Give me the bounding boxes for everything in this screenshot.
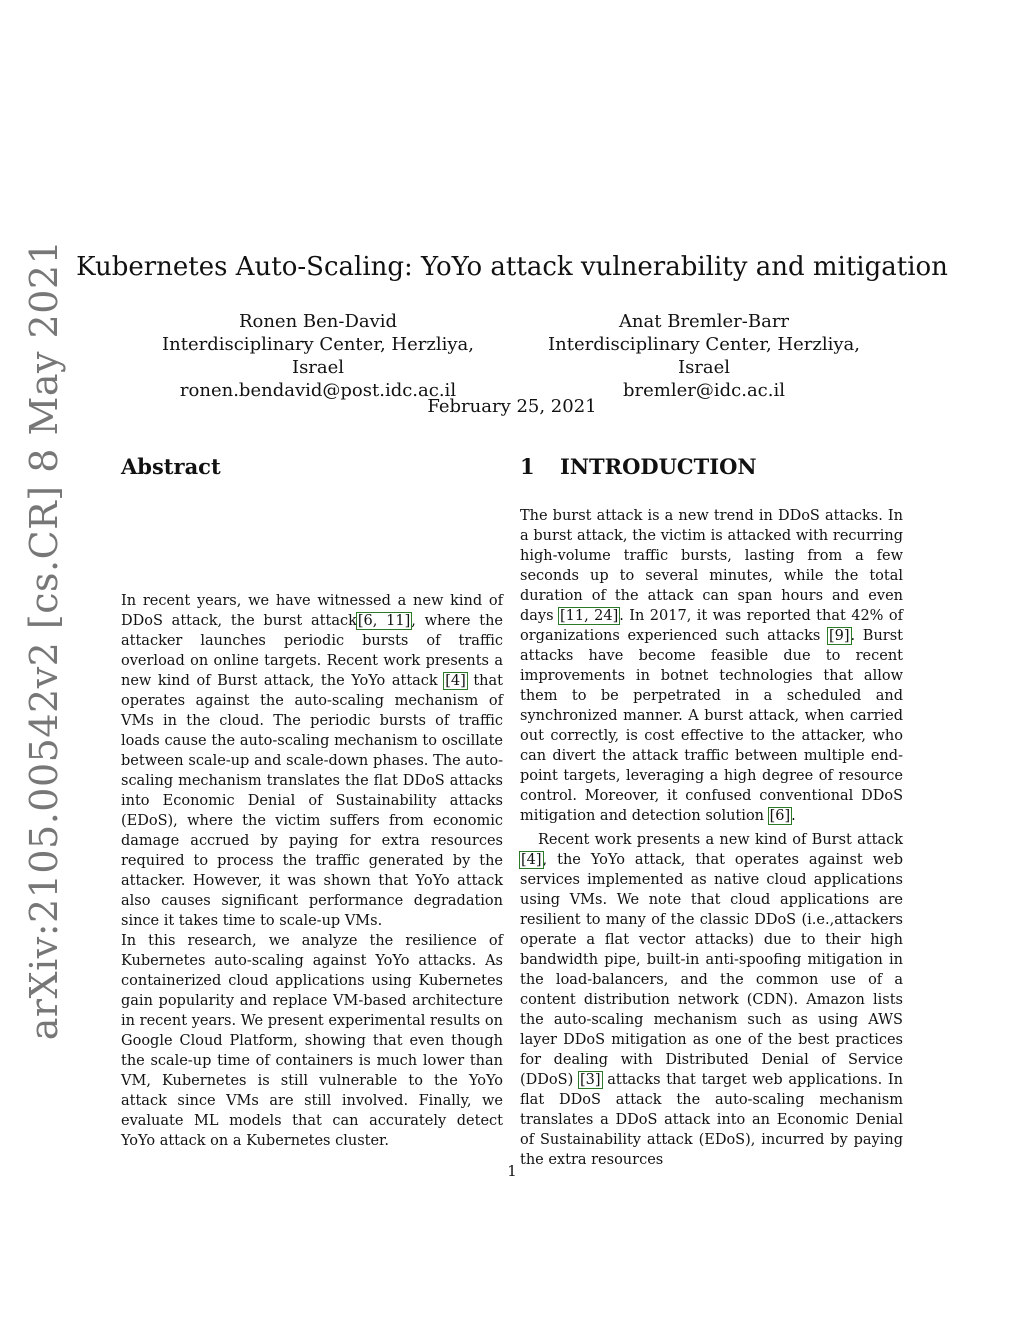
author-email: ronen.bendavid@post.idc.ac.il xyxy=(179,380,457,401)
citation-link[interactable]: [6] xyxy=(769,808,791,824)
text-run: In recent years, we have witnessed a new kind of DDoS attack, the burst attack xyxy=(121,593,503,629)
author-name: Anat Bremler-Barr xyxy=(618,311,790,332)
section-number: 1 xyxy=(520,454,535,479)
citation-link[interactable]: [4] xyxy=(521,852,542,868)
abstract-heading: Abstract xyxy=(121,454,221,479)
abstract-body xyxy=(121,591,503,1151)
author-block-1 xyxy=(138,310,498,402)
text-run: , where the attacker launches periodic bursts of traffic overload on online targets. Recent work presents a new kind of Burst attack, the YoYo attack xyxy=(121,613,503,689)
author-affiliation: Interdisciplinary Center, Herzliya, Israel xyxy=(548,334,860,378)
text-run: that operates against the auto-scaling mechanism of VMs in the cloud. The periodic bursts of traffic loads cause the auto-scaling mechanism to oscillate between scale-up and scale-down phases. The auto-scaling mechanism translates the flat DDoS attacks into Economic Denial of Sustainability attacks (EDoS), where the victim suffers from economic damage accrued by paying for extra resources required to process the traffic generated by the attacker. However, it was shown that YoYo attack also causes significant performance degradation since it takes time to scale-up VMs. xyxy=(121,673,503,929)
author-affiliation: Interdisciplinary Center, Herzliya, Israel xyxy=(162,334,474,378)
author-block-2 xyxy=(524,310,884,402)
text-run: , the YoYo attack, that operates against web services implemented as native cloud applications using VMs. We note that cloud applications are resilient to many of the classic DDoS (i.e.,attackers operate a flat vector attacks) due to their high bandwidth pipe, built-in anti-spoofing mitigation in the load-balancers, and the common use of a content distribution network (CDN). Amazon lists the auto-scaling mechanism such as using AWS layer DDoS mitigation as one of the best practices for dealing with Distributed Denial of Service (DDoS) xyxy=(520,852,903,1088)
text-run: . Burst attacks have become feasible due to recent improvements in botnet technologies that allow them to be perpetrated in a scheduled and synchronized manner. A burst attack, when carried out correctly, is cost effective to the attacker, who can divert the attack traffic between multiple end-point targets, leveraging a high degree of resource control. Moreover, it confused conventional DDoS mitigation and detection solution xyxy=(520,628,903,824)
author-email: bremler@idc.ac.il xyxy=(623,380,785,401)
text-run: . In 2017, it was reported that 42% of organizations experienced such attacks xyxy=(520,608,903,644)
paper-date: February 25, 2021 xyxy=(427,396,597,417)
citation-link[interactable]: [9] xyxy=(829,628,850,644)
intro-paragraph-1 xyxy=(520,506,903,826)
introduction-body xyxy=(520,506,903,1170)
intro-paragraph-2 xyxy=(520,830,903,1170)
citation-link[interactable]: [4] xyxy=(445,673,466,689)
citation-link[interactable]: [11, 24] xyxy=(560,608,619,624)
author-name: Ronen Ben-David xyxy=(238,311,398,332)
page-number: 1 xyxy=(507,1162,517,1180)
paper-title: Kubernetes Auto-Scaling: YoYo attack vulnerability and mitigation xyxy=(76,252,948,282)
abstract-paragraph-1 xyxy=(121,591,503,931)
section-heading-introduction xyxy=(520,454,757,479)
citation-link[interactable]: [3] xyxy=(579,1072,601,1088)
citation-link[interactable]: [6, 11] xyxy=(357,613,411,629)
text-run: The burst attack is a new trend in DDoS attacks. In a burst attack, the victim is attacked with recurring high-volume traffic bursts, lasting from a few seconds up to several minutes, while the total duration of the attack can span hours and even days xyxy=(520,508,903,624)
text-run: attacks that target web applications. In flat DDoS attack the auto-scaling mechanism translates a DDoS attack into an Economic Denial of Sustainability attack (EDoS), incurred by paying the extra resources xyxy=(520,1072,903,1168)
text-run: Recent work presents a new kind of Burst attack xyxy=(538,832,903,848)
abstract-paragraph-2: In this research, we analyze the resilience of Kubernetes auto-scaling against YoYo attacks. As containerized cloud applications using Kubernetes gain popularity and replace VM-based architecture in recent years. We present experimental results on Google Cloud Platform, showing that even though the scale-up time of containers is much lower than VM, Kubernetes is still vulnerable to the YoYo attack since VMs are still involved. Finally, we evaluate ML models that can accurately detect YoYo attack on a Kubernetes cluster. xyxy=(121,933,503,1149)
arxiv-stamp: arXiv:2105.00542v2 [cs.CR] 8 May 2021 xyxy=(22,239,66,1041)
section-title: INTRODUCTION xyxy=(560,454,757,479)
text-run: . xyxy=(791,808,796,824)
